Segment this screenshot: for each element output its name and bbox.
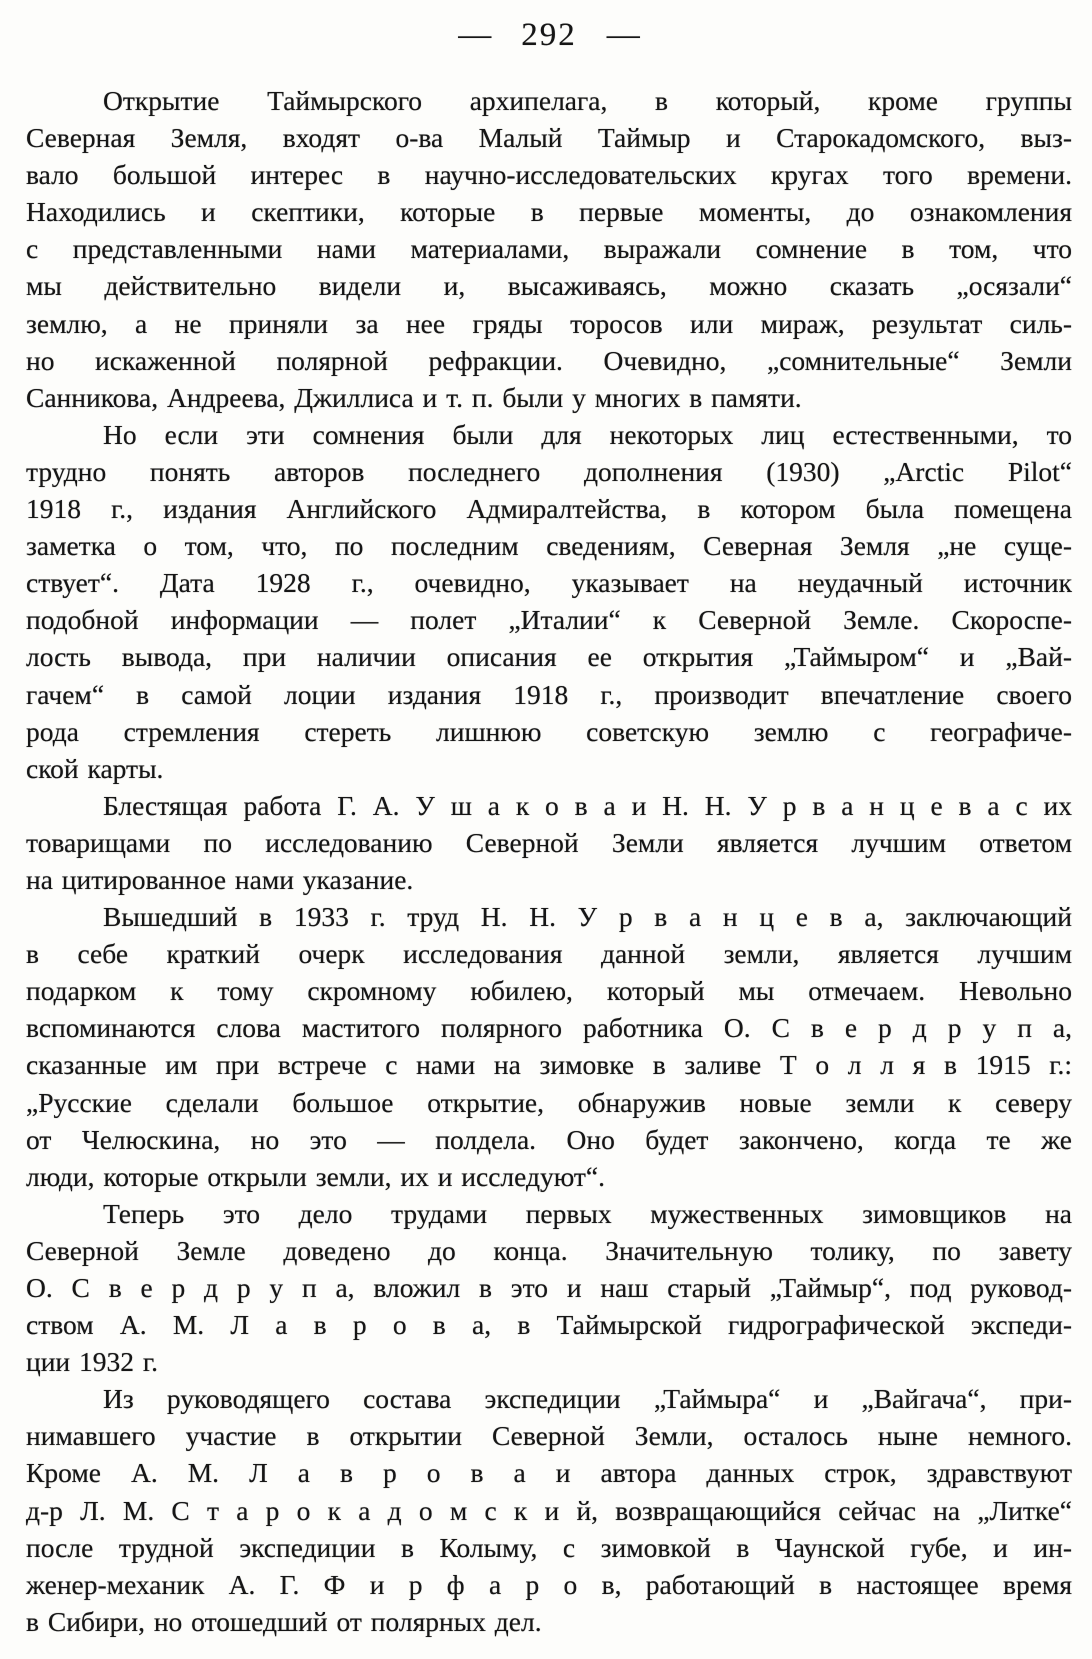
text-line: д-р Л. М. С т а р о к а д о м с к и й, возвращающийся сейчас на „Литке“ — [26, 1494, 1072, 1526]
text-line: заметка о том, что, по последним сведениям, Северная Земля „не суще- — [26, 530, 1072, 562]
text-line: но искаженной полярной рефракции. Очевидно, „сомнительные“ Земли — [26, 344, 1072, 376]
text-line: гачем“ в самой лоции издания 1918 г., производит впечатление своего — [26, 678, 1072, 710]
text-line: ством А. М. Л а в р о в а, в Таймырской гидрографической экспеди- — [26, 1309, 1072, 1341]
page-header — [26, 16, 1072, 54]
text-line: вспоминаются слова маститого полярного работника О. С в е р д р у п а, — [26, 1012, 1072, 1044]
text-line: Находились и скептики, которые в первые моменты, до ознакомления — [26, 196, 1072, 228]
text-line: нимавшего участие в открытии Северной Земли, осталось ныне немного. — [26, 1420, 1072, 1452]
text-line: в Сибири, но отошедший от полярных дел. — [26, 1605, 542, 1637]
text-line: от Челюскина, но это — полдела. Оно будет закончено, когда те же — [26, 1123, 1072, 1155]
text-line: мы действительно видели и, высаживаясь, можно сказать „осязали“ — [26, 270, 1072, 302]
text-line: товарищами по исследованию Северной Земли является лучшим ответом — [26, 826, 1072, 858]
text-line: Северная Земля, входят о-ва Малый Таймыр и Старокадомского, выз- — [26, 122, 1072, 154]
text-line: сказанные им при встрече с нами на зимовке в заливе Т о л л я в 1915 г.: — [26, 1049, 1072, 1081]
text-line: вало большой интерес в научно-исследовательских кругах того времени. — [26, 159, 1072, 191]
page-number: 292 — [521, 17, 577, 53]
text-line: Открытие Таймырского архипелага, в который, кроме группы — [103, 85, 1072, 116]
text-line: подарком к тому скромному юбилею, который мы отмечаем. Невольно — [26, 975, 1072, 1007]
text-line: „Русские сделали большое открытие, обнаружив новые земли к северу — [26, 1086, 1072, 1118]
page-number-dash-left: — — [458, 17, 492, 53]
text-line: Теперь это дело трудами первых мужественных зимовщиков на — [103, 1197, 1072, 1229]
text-line: Но если эти сомнения были для некоторых лиц естественными, то — [103, 418, 1072, 450]
text-line: Кроме А. М. Л а в р о в а и автора данных строк, здравствуют — [26, 1457, 1072, 1489]
page-body — [26, 82, 1072, 1640]
text-line: после трудной экспедиции в Колыму, с зимовкой в Чаунской губе, и ин- — [26, 1531, 1072, 1563]
text-line: ствует“. Дата 1928 г., очевидно, указывает на неудачный источник — [26, 567, 1072, 599]
text-line: с представленными нами материалами, выражали сомнение в том, что — [26, 233, 1072, 265]
paragraph-6 — [26, 1380, 1072, 1640]
paragraph-4 — [26, 898, 1072, 1195]
text-line: О. С в е р д р у п а, вложил в это и наш старый „Таймыр“, под руковод- — [26, 1272, 1072, 1303]
text-line: рода стремления стереть лишнюю советскую землю с географиче- — [26, 715, 1072, 747]
text-line: в себе краткий очерк исследования данной земли, является лучшим — [26, 938, 1072, 970]
text-line: женер-механик А. Г. Ф и р ф а р о в, работающий в настоящее время — [26, 1568, 1072, 1600]
text-line: трудно понять авторов последнего дополнения (1930) „Arctic Pilot“ — [26, 455, 1072, 487]
text-line: ской карты. — [26, 752, 164, 784]
text-line: подобной информации — полет „Италии“ к Северной Земле. Скороспе- — [26, 604, 1072, 636]
text-line: Северной Земле доведено до конца. Значительную толику, по завету — [26, 1234, 1072, 1266]
text-line: ции 1932 г. — [26, 1346, 158, 1378]
text-line: Из руководящего состава экспедиции „Таймыра“ и „Вайгача“, при- — [103, 1383, 1072, 1415]
paragraph-1 — [26, 82, 1072, 416]
text-line: лость вывода, при наличии описания ее открытия „Таймыром“ и „Вай- — [26, 641, 1072, 673]
text-line: Вышедший в 1933 г. труд Н. Н. У р в а н ц е в а, заключающий — [103, 901, 1072, 933]
paragraph-3 — [26, 787, 1072, 898]
text-line: люди, которые открыли земли, их и исследуют“. — [26, 1160, 606, 1192]
text-line: Санникова, Андреева, Джиллиса и т. п. были у многих в памяти. — [26, 381, 802, 413]
text-line: 1918 г., издания Английского Адмиралтейства, в котором была помещена — [26, 493, 1072, 525]
paragraph-5 — [26, 1195, 1072, 1380]
paragraph-2 — [26, 416, 1072, 787]
page-number-dash-right: — — [606, 17, 640, 53]
text-line: на цитированное нами указание. — [26, 863, 414, 895]
text-line: Блестящая работа Г. А. У ш а к о в а и Н. Н. У р в а н ц е в а с их — [103, 789, 1072, 821]
text-line: землю, а не приняли за нее гряды торосов или мираж, результат силь- — [26, 307, 1072, 339]
